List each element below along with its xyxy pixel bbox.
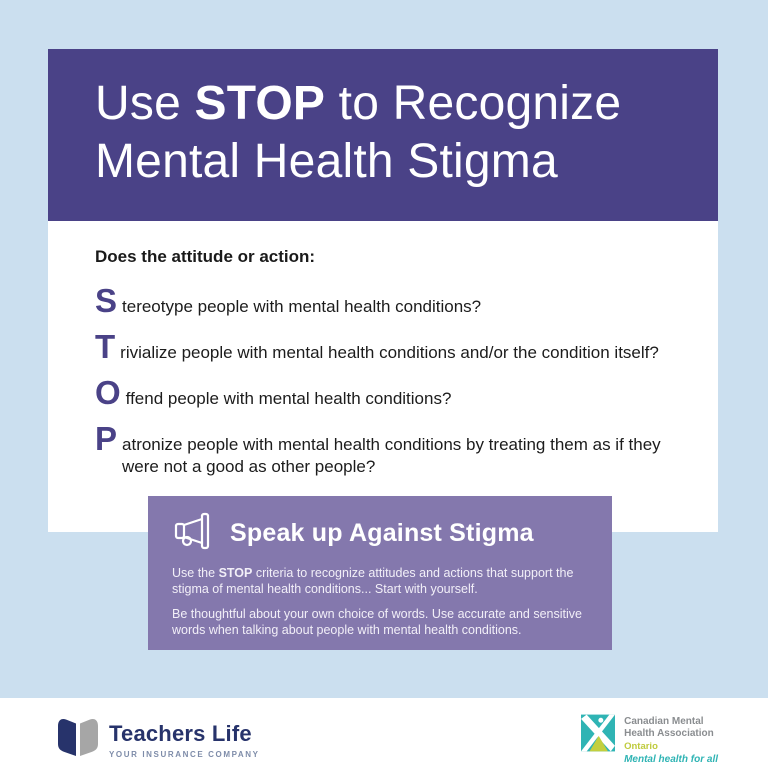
megaphone-icon xyxy=(172,511,212,556)
list-item-text: atronize people with mental health conditions by treating them as if they were not a good as other people? xyxy=(122,435,661,476)
title-prefix: Use xyxy=(95,77,195,130)
title-suffix: to Recognize xyxy=(325,77,622,130)
callout-p1-prefix: Use the xyxy=(172,566,219,580)
speak-up-callout xyxy=(148,496,612,650)
list-item-offend xyxy=(95,376,673,410)
content-card xyxy=(48,49,718,532)
list-item-stereotype xyxy=(95,284,673,318)
cmha-name-line1: Canadian Mental xyxy=(624,716,704,727)
list-item-patronize xyxy=(95,422,673,478)
drop-cap-s: S xyxy=(95,282,118,319)
open-book-icon xyxy=(55,714,101,765)
cmha-name-line2: Health Association xyxy=(624,727,714,739)
stop-list-section xyxy=(48,221,718,478)
intro-heading: Does the attitude or action: xyxy=(95,247,316,266)
list-item-text: rivialize people with mental health conditions and/or the condition itself? xyxy=(120,343,659,362)
cmha-text xyxy=(624,714,718,765)
list-item-trivialize xyxy=(95,330,673,364)
cmha-logo-mark xyxy=(581,714,615,757)
callout-header xyxy=(172,511,588,556)
list-item-text: tereotype people with mental health conditions? xyxy=(122,297,482,316)
page-title xyxy=(95,75,678,191)
title-line2: Mental Health Stigma xyxy=(95,135,558,188)
teachers-life-text xyxy=(109,721,260,759)
cmha-region: Ontario xyxy=(624,741,658,752)
callout-p1-suffix: criteria to recognize attitudes and actions that support the stigma of mental health conditions... Start with yourself. xyxy=(172,566,574,596)
teachers-life-logo xyxy=(55,714,260,765)
cmha-logo xyxy=(581,714,718,765)
drop-cap-o: O xyxy=(95,374,121,411)
callout-paragraph-2: Be thoughtful about your own choice of words. Use accurate and sensitive words when talking about people with mental health conditions. xyxy=(172,607,582,637)
list-item-text: ffend people with mental health conditions? xyxy=(125,389,452,408)
callout-title: Speak up Against Stigma xyxy=(230,519,534,547)
drop-cap-p: P xyxy=(95,420,118,457)
teachers-life-name: Teachers Life xyxy=(109,720,252,746)
title-stop-word: STOP xyxy=(194,77,326,130)
teachers-life-tagline: YOUR INSURANCE COMPANY xyxy=(109,749,260,759)
footer-bar xyxy=(0,698,768,781)
drop-cap-t: T xyxy=(95,328,116,365)
cmha-tagline: Mental health for all xyxy=(624,754,718,765)
callout-paragraph-1 xyxy=(172,565,588,597)
header-banner xyxy=(48,49,718,221)
callout-p1-stop-word: STOP xyxy=(218,566,253,580)
